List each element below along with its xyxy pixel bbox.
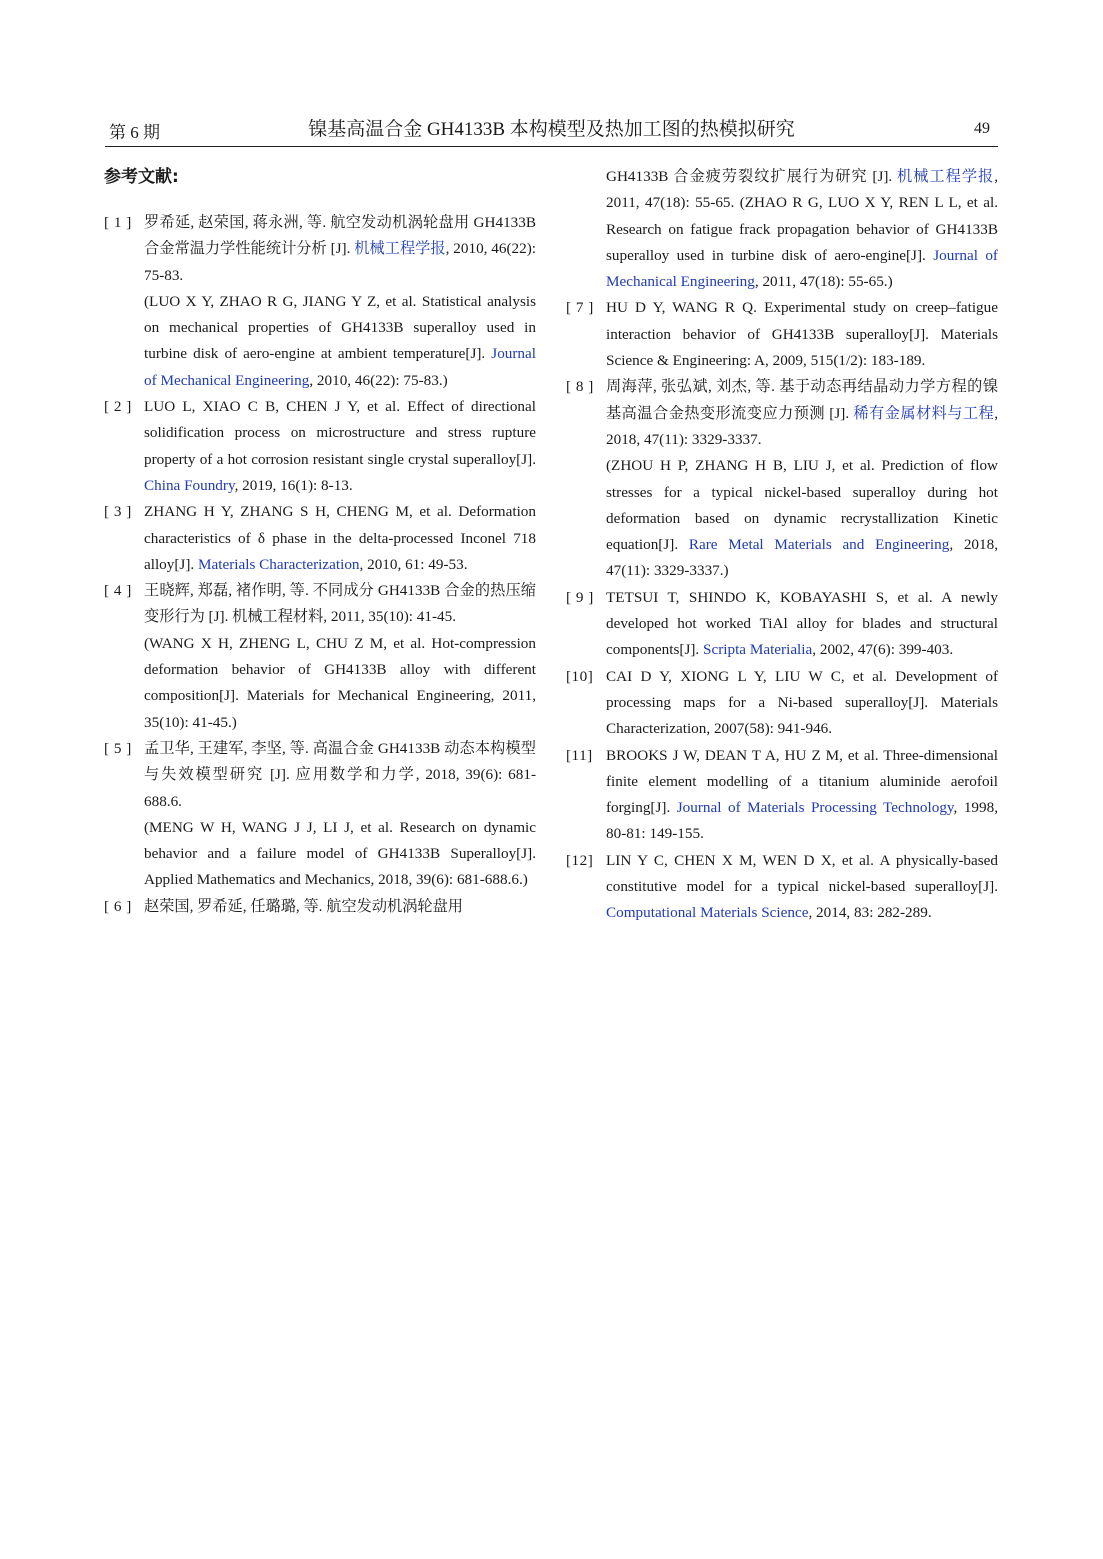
ref-text-tail: , 2014, 83: 282-289. (808, 904, 932, 922)
reference-11 (566, 743, 998, 848)
ref-text: 罗希延, 赵荣国, 蒋永洲, 等. 航空发动机涡轮盘用 GH4133B 合金常温力学性能统计分析 [J]. (144, 214, 536, 258)
reference-9 (566, 585, 998, 664)
page-header (105, 112, 998, 147)
ref-text: 王晓辉, 郑磊, 褚作明, 等. 不同成分 GH4133B 合金的热压缩变形行为 [J]. 机械工程材料, 2011, 35(10): 41-45. (144, 582, 536, 626)
ref-translation (144, 289, 536, 394)
journal-link[interactable]: 稀有金属材料与工程 (853, 404, 995, 422)
ref-text-tail: , 2011, 47(18): 55-65. (606, 168, 999, 212)
ref-text-tail: , 2019, 16(1): 8-13. (234, 476, 353, 494)
ref-translation (606, 453, 998, 584)
journal-link[interactable]: 机械工程学报 (897, 168, 995, 185)
right-reference-list (566, 295, 998, 926)
trans-text: (WANG X H, ZHENG L, CHU Z M, et al. Hot-compression deformation behavior of GH4133B alloy with different composition[J]. Materials for Mechanical Engineering, 2011, 35(10): 41-45.) (144, 634, 536, 731)
reference-4 (104, 578, 536, 736)
running-title: 镍基高温合金 GH4133B 本构模型及热加工图的热模拟研究 (308, 119, 795, 140)
reference-3 (104, 499, 536, 578)
issue-number: 第 6 期 (109, 123, 160, 142)
journal-link[interactable]: China Foundry (144, 476, 235, 494)
trans-text-tail: , 2010, 46(22): 75-83.) (309, 371, 448, 389)
reference-8 (566, 374, 998, 584)
right-column (566, 164, 998, 927)
ref-text-tail: , 1998, 80-81: 149-155. (606, 799, 999, 843)
trans-text: (LUO X Y, ZHAO R G, JIANG Y Z, et al. Statistical analysis on mechanical properties of GH4133B superalloy used in turbine disk of aero-engine at ambient temperature[J]. (144, 292, 536, 363)
ref-number: [ 5 ] (104, 739, 132, 757)
journal-link[interactable]: Scripta Materialia (703, 641, 813, 659)
ref-text: HU D Y, WANG R Q. Experimental study on creep–fatigue interaction behavior of GH4133B superalloy[J]. Materials Science & Engineering: A, 2009, 515(1/2): 183-189. (606, 299, 998, 370)
ref-text: LUO L, XIAO C B, CHEN J Y, et al. Effect of directional solidification process on microstructure and stress rupture property of a hot corrosion resistant single crystal superalloy[J]. (144, 398, 536, 468)
ref-number: [ 7 ] (566, 299, 594, 317)
journal-link[interactable]: Journal of Mechanical Engineering (606, 246, 998, 291)
ref-text: 周海萍, 张弘斌, 刘杰, 等. 基于动态再结晶动力学方程的镍基高温合金热变形流变应力预测 [J]. (606, 378, 998, 422)
ref-number: [ 1 ] (104, 214, 132, 231)
reference-1 (104, 210, 536, 394)
ref-text-tail: , 2010, 46(22): 75-83. (144, 240, 537, 284)
reference-6 (104, 894, 536, 920)
ref-text: 孟卫华, 王建军, 李坚, 等. 高温合金 GH4133B 动态本构模型与失效模型研究 [J]. 应用数学和力学, 2018, 39(6): 681-688.6. (144, 739, 536, 810)
ref-text-tail: , 2018, 47(11): 3329-3337. (606, 404, 999, 448)
reference-2 (104, 394, 536, 499)
journal-link[interactable]: Journal of Mechanical Engineering (144, 345, 536, 389)
ref-number: [ 2 ] (104, 398, 132, 416)
ref-number: [ 9 ] (566, 588, 594, 606)
ref-text: LIN Y C, CHEN X M, WEN D X, et al. A physically-based constitutive model for a typical nickel-based superalloy[J]. (606, 851, 998, 896)
left-reference-list (104, 210, 536, 920)
ref-number: [ 8 ] (566, 378, 594, 396)
ref-text: CAI D Y, XIONG L Y, LIU W C, et al. Development of processing maps for a Ni-based superalloy[J]. Materials Characterization, 2007(58): 941-946. (606, 667, 998, 738)
ref-text: TETSUI T, SHINDO K, KOBAYASHI S, et al. A newly developed hot worked TiAl alloy for blades and structural components[J]. (606, 588, 998, 659)
ref-number: [10] (566, 667, 594, 685)
ref-text: GH4133B 合金疲劳裂纹扩展行为研究 [J]. (606, 168, 898, 185)
ref-translation (144, 631, 536, 736)
reference-10 (566, 664, 998, 743)
journal-link[interactable]: Journal of Materials Processing Technology (676, 799, 954, 817)
ref-number: [11] (566, 746, 593, 764)
trans-text: (ZHAO R G, LUO X Y, REN L L, et al. Research on fatigue frack propagation behavior of GH4133B superalloy used in turbine disk of aero-engine[J]. (606, 194, 999, 264)
trans-text-tail: , 2018, 47(11): 3329-3337.) (606, 536, 998, 580)
journal-link[interactable]: Materials Characterization (198, 555, 360, 573)
reference-7 (566, 295, 998, 374)
ref-number: [ 6 ] (104, 897, 132, 915)
trans-text: (ZHOU H P, ZHANG H B, LIU J, et al. Prediction of flow stresses for a typical nickel-based superalloy during hot deformation based on dynamic recrystallization Kinetic equation[J]. (606, 457, 998, 554)
ref-text: ZHANG H Y, ZHANG S H, CHENG M, et al. Deformation characteristics of δ phase in the delta-processed Inconel 718 alloy[J]. (144, 503, 536, 573)
journal-link[interactable]: Rare Metal Materials and Engineering (688, 536, 950, 554)
trans-text-tail: , 2011, 47(18): 55-65.) (754, 273, 893, 291)
reference-12 (566, 848, 998, 927)
ref-translation (144, 815, 536, 894)
reference-6-continuation (566, 164, 998, 295)
reference-5 (104, 736, 536, 894)
left-column (104, 164, 536, 920)
journal-link[interactable]: 机械工程学报 (354, 240, 446, 258)
journal-link[interactable]: Computational Materials Science (606, 904, 809, 922)
ref-text-tail: , 2010, 61: 49-53. (359, 555, 468, 573)
ref-number: [ 3 ] (104, 503, 132, 521)
ref-text-tail: , 2002, 47(6): 399-403. (812, 641, 954, 659)
references-heading: 参考文献: (104, 167, 179, 187)
ref-text: BROOKS J W, DEAN T A, HU Z M, et al. Three-dimensional finite element modelling of a titanium aluminide aerofoil forging[J]. (606, 746, 998, 817)
ref-number: [ 4 ] (104, 582, 132, 600)
page-number: 49 (974, 120, 990, 137)
trans-text: (MENG W H, WANG J J, LI J, et al. Research on dynamic behavior and a failure model of GH4133B Superalloy[J]. Applied Mathematics and Mechanics, 2018, 39(6): 681-688.6.) (144, 818, 536, 889)
ref-number: [12] (566, 851, 594, 869)
ref-text: 赵荣国, 罗希延, 任璐璐, 等. 航空发动机涡轮盘用 (144, 897, 463, 915)
